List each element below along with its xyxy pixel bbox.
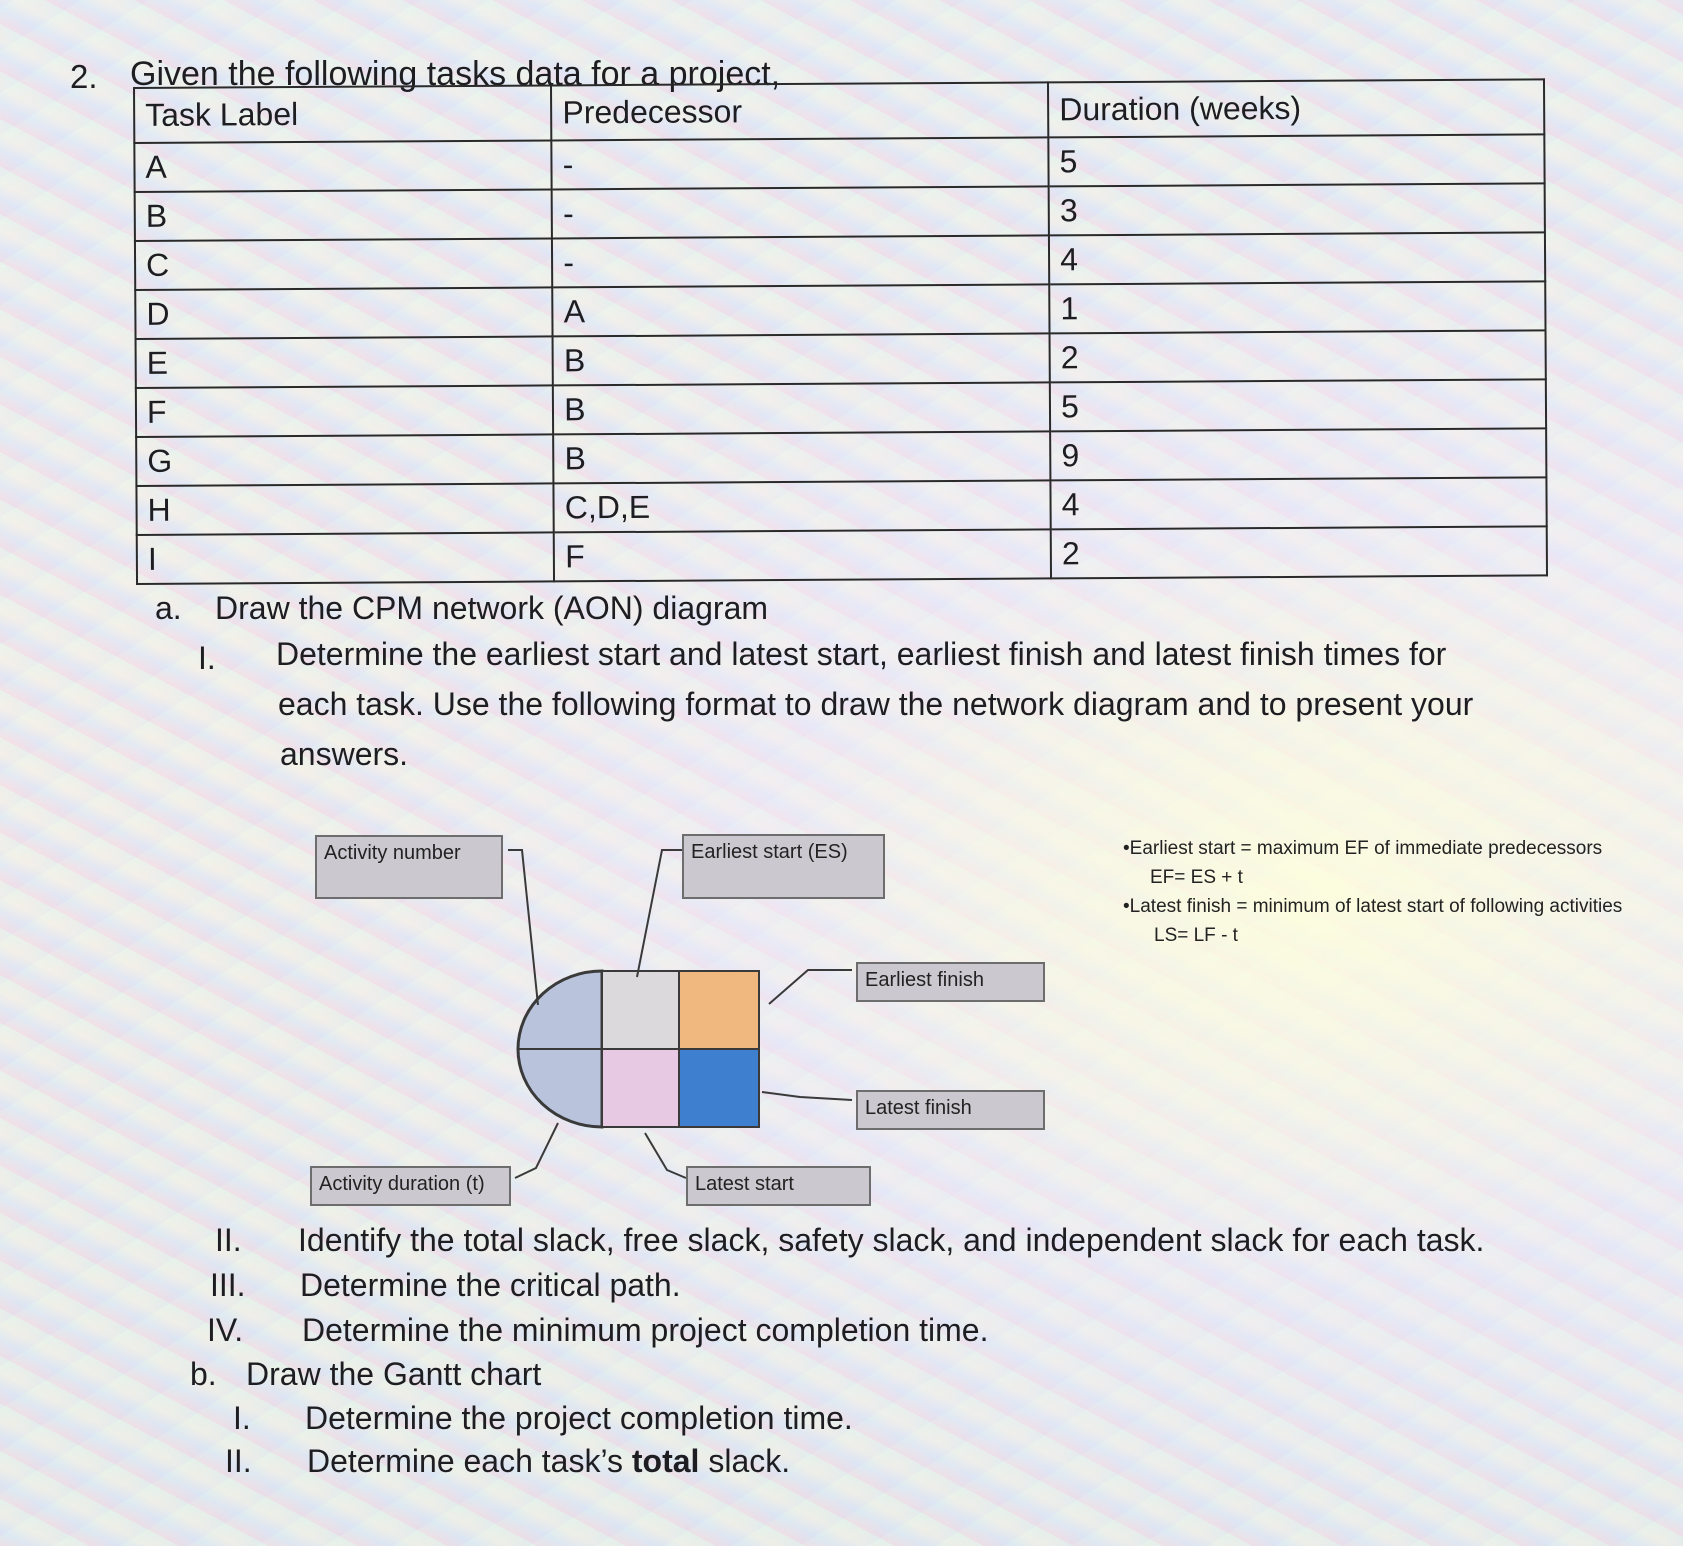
task-label-cell: A xyxy=(134,140,552,192)
part-b-item-ii-text-bold: total xyxy=(631,1443,700,1479)
item-i-line-2: each task. Use the following format to draw the network diagram and to present your xyxy=(278,686,1474,722)
part-a-marker: a. xyxy=(155,590,182,626)
leader-activity-number xyxy=(508,850,538,1005)
node-lf-cell xyxy=(679,1049,759,1127)
duration-cell: 5 xyxy=(1050,379,1546,431)
item-iii-text: Determine the critical path. xyxy=(300,1267,681,1303)
duration-cell: 4 xyxy=(1051,477,1547,529)
part-b-item-ii-text xyxy=(307,1443,790,1480)
item-i-line-3: answers. xyxy=(280,736,409,772)
predecessor-cell: A xyxy=(552,284,1049,336)
note-es-rule: •Earliest start = maximum EF of immediate predecessors xyxy=(1123,838,1603,859)
duration-cell: 5 xyxy=(1048,134,1544,186)
item-iv-text: Determine the minimum project completion time. xyxy=(302,1312,989,1348)
duration-cell: 2 xyxy=(1050,330,1546,382)
task-label-cell: I xyxy=(137,532,555,584)
node-ls-cell xyxy=(602,1049,679,1127)
item-iii-marker: III. xyxy=(210,1267,246,1303)
duration-cell: 4 xyxy=(1049,232,1545,284)
leader-latest-start xyxy=(645,1133,686,1178)
leader-earliest-start xyxy=(637,850,682,977)
task-label-cell: H xyxy=(136,483,554,535)
question-text: Given the following tasks data for a project, xyxy=(130,55,781,93)
note-ls-formula: LS= LF - t xyxy=(1154,925,1238,946)
predecessor-cell: - xyxy=(552,235,1049,287)
item-i-line-1: Determine the earliest start and latest start, earliest finish and latest finish times for xyxy=(276,636,1447,672)
leader-activity-duration xyxy=(515,1123,558,1178)
label-earliest-finish: Earliest finish xyxy=(856,962,1045,1002)
note-lf-rule: •Latest finish = minimum of latest start of following activities xyxy=(1123,896,1623,917)
predecessor-cell: B xyxy=(553,431,1050,483)
node-es-cell xyxy=(602,971,679,1049)
task-label-cell: E xyxy=(136,336,554,388)
part-b-item-ii-text-after: slack. xyxy=(699,1443,791,1479)
part-b-marker: b. xyxy=(190,1356,217,1392)
duration-cell: 1 xyxy=(1049,281,1545,333)
item-ii-marker: II. xyxy=(215,1222,242,1258)
part-b-item-i-text: Determine the project completion time. xyxy=(305,1400,853,1436)
part-b-item-ii-marker: II. xyxy=(225,1443,252,1479)
task-label-cell: B xyxy=(135,189,553,241)
note-ef-formula: EF= ES + t xyxy=(1150,867,1243,888)
question-number: 2. xyxy=(70,58,98,95)
header-predecessor: Predecessor xyxy=(551,82,1048,140)
duration-cell: 2 xyxy=(1051,526,1547,578)
part-b-item-i-marker: I. xyxy=(233,1400,251,1436)
item-i-marker: I. xyxy=(198,640,216,676)
task-label-cell: C xyxy=(135,238,553,290)
part-b-item-ii-text-before: Determine each task’s xyxy=(307,1443,632,1479)
label-activity-number: Activity number xyxy=(315,835,503,899)
item-iv-marker: IV. xyxy=(207,1312,244,1348)
header-task-label: Task Label xyxy=(134,85,552,143)
label-earliest-start: Earliest start (ES) xyxy=(682,834,885,899)
task-label-cell: F xyxy=(136,385,554,437)
part-b-text: Draw the Gantt chart xyxy=(246,1356,542,1392)
predecessor-cell: B xyxy=(553,382,1050,434)
task-label-cell: G xyxy=(136,434,554,486)
leader-latest-finish xyxy=(762,1092,852,1100)
predecessor-cell: C,D,E xyxy=(554,480,1051,532)
leader-earliest-finish xyxy=(769,970,852,1004)
duration-cell: 3 xyxy=(1049,183,1545,235)
node-ef-cell xyxy=(679,971,759,1049)
label-latest-start: Latest start xyxy=(686,1166,871,1206)
item-ii-text: Identify the total slack, free slack, safety slack, and independent slack for each task. xyxy=(298,1222,1485,1258)
task-label-cell: D xyxy=(135,287,553,339)
predecessor-cell: - xyxy=(552,186,1049,238)
predecessor-cell: - xyxy=(552,137,1049,189)
label-latest-finish: Latest finish xyxy=(856,1090,1045,1130)
part-a-text: Draw the CPM network (AON) diagram xyxy=(215,590,769,626)
predecessor-cell: B xyxy=(553,333,1050,385)
label-activity-duration: Activity duration (t) xyxy=(310,1166,511,1206)
header-duration: Duration (weeks) xyxy=(1048,79,1544,137)
predecessor-cell: F xyxy=(554,529,1051,581)
duration-cell: 9 xyxy=(1050,428,1546,480)
